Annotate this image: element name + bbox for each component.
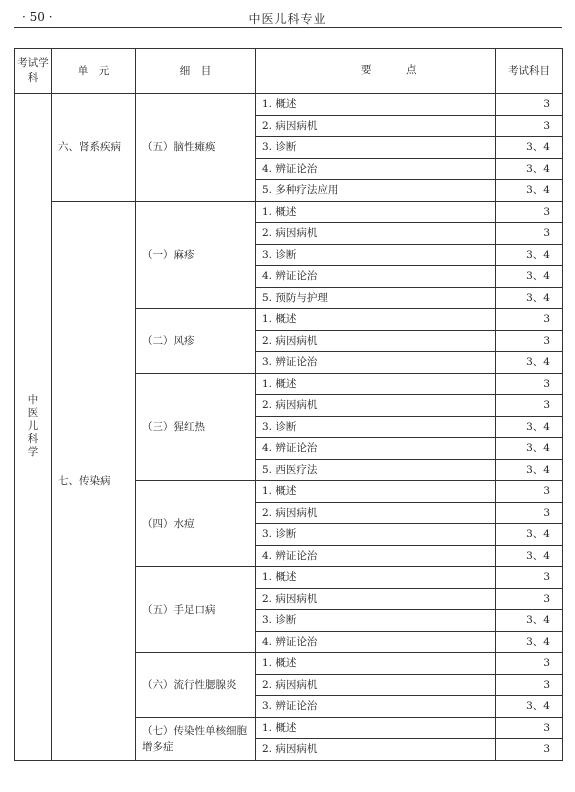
point-cell: 3. 诊断	[256, 416, 496, 438]
item-cell: （三）猩红热	[136, 373, 256, 481]
point-cell: 3. 诊断	[256, 524, 496, 546]
table-row	[15, 201, 563, 223]
item-cell: （二）风疹	[136, 309, 256, 374]
table-header-row	[15, 49, 563, 94]
item-cell: （五）手足口病	[136, 567, 256, 653]
point-cell: 3. 诊断	[256, 137, 496, 159]
item-cell: （四）水痘	[136, 481, 256, 567]
point-cell: 1. 概述	[256, 373, 496, 395]
level-cell: 3	[496, 502, 563, 524]
level-cell: 3	[496, 395, 563, 417]
point-cell: 1. 概述	[256, 481, 496, 503]
level-cell: 3、4	[496, 180, 563, 202]
header-item: 细 目	[136, 49, 256, 94]
level-cell: 3	[496, 653, 563, 675]
point-cell: 5. 预防与护理	[256, 287, 496, 309]
point-cell: 2. 病因病机	[256, 395, 496, 417]
point-cell: 3. 诊断	[256, 244, 496, 266]
level-cell: 3	[496, 201, 563, 223]
point-cell: 2. 病因病机	[256, 674, 496, 696]
level-cell: 3	[496, 94, 563, 116]
point-cell: 1. 概述	[256, 309, 496, 331]
point-cell: 2. 病因病机	[256, 588, 496, 610]
header-level: 考试科目	[496, 49, 563, 94]
subject-cell	[15, 94, 52, 761]
point-cell: 4. 辨证论治	[256, 158, 496, 180]
header-unit: 单 元	[52, 49, 136, 94]
level-cell: 3、4	[496, 416, 563, 438]
header-rule	[14, 27, 562, 28]
level-cell: 3	[496, 674, 563, 696]
point-cell: 2. 病因病机	[256, 739, 496, 761]
point-cell: 4. 辨证论治	[256, 545, 496, 567]
header-point-a: 要	[361, 64, 372, 76]
level-cell: 3、4	[496, 524, 563, 546]
level-cell: 3、4	[496, 244, 563, 266]
point-cell: 1. 概述	[256, 567, 496, 589]
header-point-b: 点	[406, 64, 417, 76]
level-cell: 3、4	[496, 631, 563, 653]
point-cell: 4. 辨证论治	[256, 631, 496, 653]
level-cell: 3	[496, 739, 563, 761]
point-cell: 3. 辨证论治	[256, 696, 496, 718]
level-cell: 3	[496, 567, 563, 589]
point-cell: 3. 辨证论治	[256, 352, 496, 374]
unit-cell: 七、传染病	[52, 201, 136, 760]
level-cell: 3	[496, 588, 563, 610]
level-cell: 3、4	[496, 545, 563, 567]
point-cell: 1. 概述	[256, 201, 496, 223]
level-cell: 3、4	[496, 266, 563, 288]
point-cell: 2. 病因病机	[256, 502, 496, 524]
level-cell: 3、4	[496, 352, 563, 374]
level-cell: 3、4	[496, 137, 563, 159]
level-cell: 3	[496, 223, 563, 245]
point-cell: 1. 概述	[256, 653, 496, 675]
level-cell: 3、4	[496, 158, 563, 180]
point-cell: 4. 辨证论治	[256, 266, 496, 288]
table-row	[15, 94, 563, 116]
point-cell: 2. 病因病机	[256, 223, 496, 245]
point-cell: 3. 诊断	[256, 610, 496, 632]
level-cell: 3	[496, 115, 563, 137]
item-cell: （七）传染性单核细胞增多症	[136, 717, 256, 760]
level-cell: 3	[496, 373, 563, 395]
level-cell: 3	[496, 717, 563, 739]
page-number: · 50 ·	[22, 10, 53, 24]
unit-cell: 六、肾系疾病	[52, 94, 136, 202]
point-cell: 5. 西医疗法	[256, 459, 496, 481]
item-cell: （六）流行性腮腺炎	[136, 653, 256, 718]
level-cell: 3	[496, 330, 563, 352]
level-cell: 3、4	[496, 287, 563, 309]
header-subject: 考试学科	[15, 49, 52, 94]
point-cell: 2. 病因病机	[256, 115, 496, 137]
subject-label: 中医儿科学	[27, 394, 39, 459]
level-cell: 3、4	[496, 610, 563, 632]
running-title: 中医儿科专业	[248, 12, 327, 26]
point-cell: 1. 概述	[256, 94, 496, 116]
level-cell: 3、4	[496, 696, 563, 718]
level-cell: 3、4	[496, 459, 563, 481]
level-cell: 3、4	[496, 438, 563, 460]
item-cell: （一）麻疹	[136, 201, 256, 309]
point-cell: 5. 多种疗法应用	[256, 180, 496, 202]
level-cell: 3	[496, 481, 563, 503]
level-cell: 3	[496, 309, 563, 331]
table-body	[15, 94, 563, 761]
point-cell: 1. 概述	[256, 717, 496, 739]
point-cell: 4. 辨证论治	[256, 438, 496, 460]
syllabus-table	[14, 48, 563, 761]
point-cell: 2. 病因病机	[256, 330, 496, 352]
header-point	[256, 49, 496, 94]
item-cell: （五）脑性瘫痪	[136, 94, 256, 202]
